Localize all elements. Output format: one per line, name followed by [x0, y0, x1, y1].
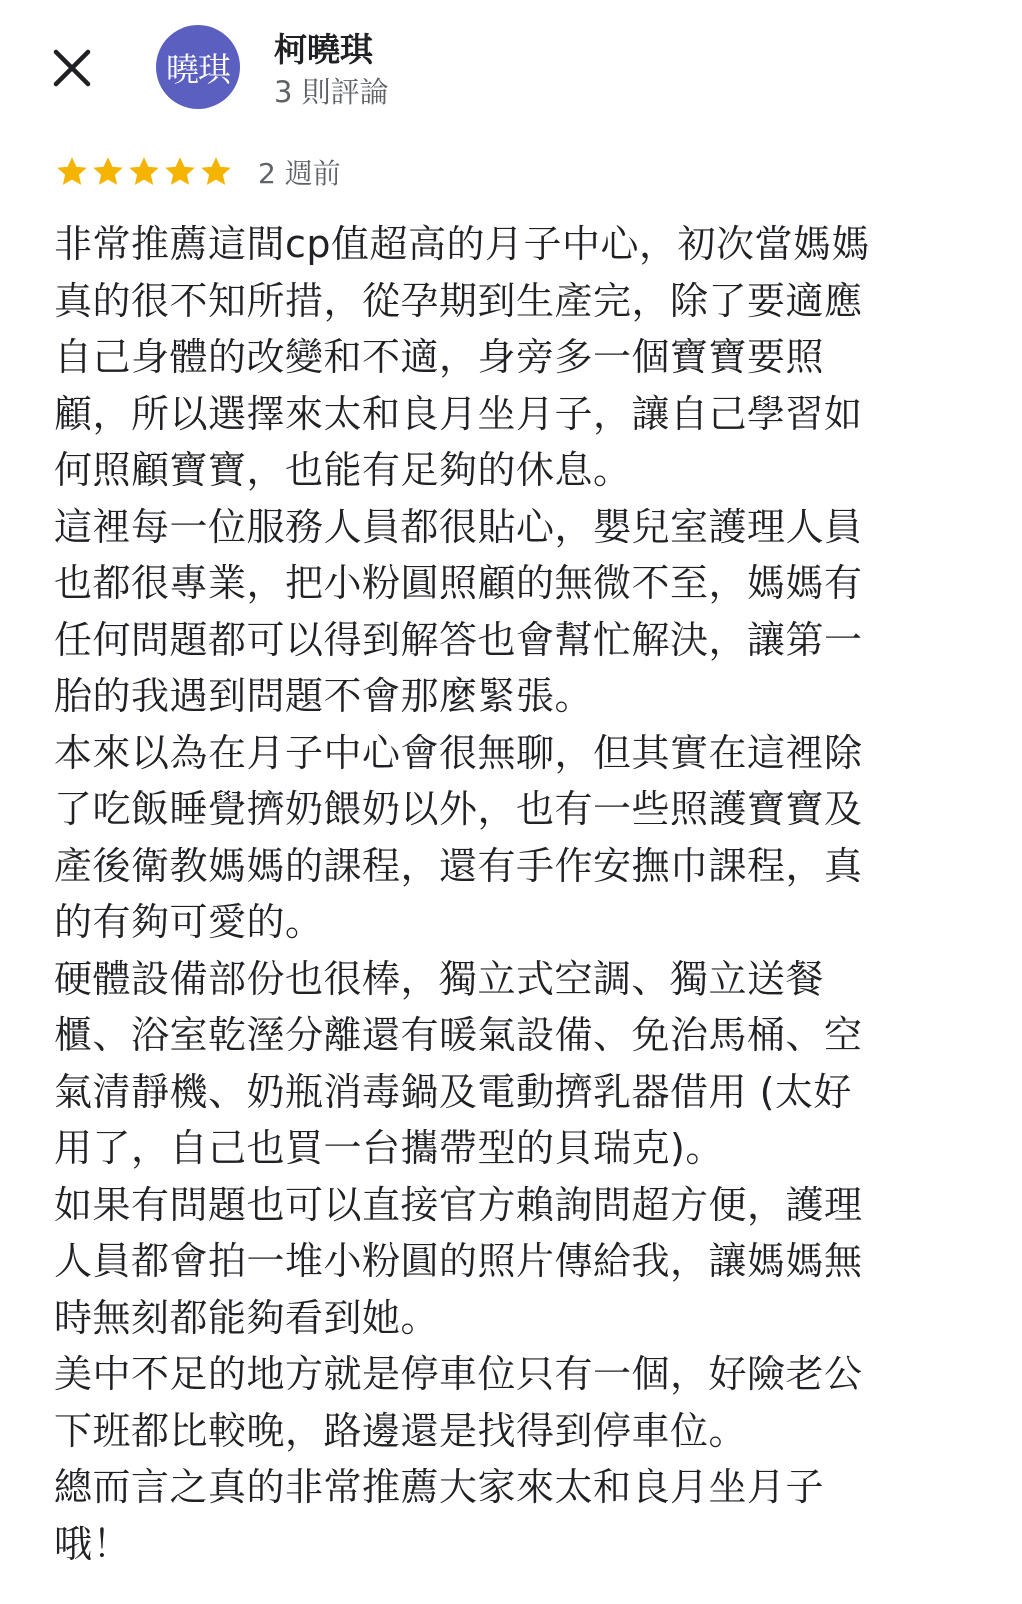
star-icon: [126, 154, 162, 190]
review-line: 時無刻都能夠看到她。: [54, 1295, 440, 1340]
review-line: 的有夠可愛的。: [54, 900, 324, 944]
review-line: 下班都比較晚，路邊還是找得到停車位。: [54, 1408, 748, 1453]
review-line: 如果有問題也可以直接官方賴詢問超方便，護理: [54, 1182, 863, 1227]
star-icon: [198, 154, 234, 190]
review-text: [54, 216, 954, 1572]
avatar-initials: 曉琪: [166, 49, 230, 89]
star-icon: [162, 154, 198, 190]
review-line: 櫃、浴室乾溼分離還有暖氣設備、免治馬桶、空: [54, 1013, 863, 1057]
review-line: 自己身體的改變和不適，身旁多一個寶寶要照: [54, 335, 825, 379]
rating-row: [54, 150, 341, 194]
review-count: 3 則評論: [274, 75, 389, 109]
review-time: 2 週前: [258, 157, 341, 190]
review-line: 非常推薦這間cp值超高的月子中心，初次當媽媽: [54, 222, 871, 266]
review-line: 本來以為在月子中心會很無聊，但其實在這裡除: [54, 730, 863, 775]
star-rating: [54, 154, 234, 190]
review-line: 人員都會拍一堆小粉圓的照片傳給我，讓媽媽無: [54, 1239, 863, 1283]
review-line: 哦！: [54, 1521, 132, 1566]
close-button[interactable]: [44, 40, 100, 96]
review-line: 美中不足的地方就是停車位只有一個，好險老公: [54, 1352, 863, 1396]
review-line: 何照顧寶寶，也能有足夠的休息。: [54, 448, 632, 492]
star-icon: [54, 154, 90, 190]
close-icon: [52, 48, 92, 88]
review-line: 這裡每一位服務人員都很貼心，嬰兒室護理人員: [54, 504, 863, 549]
review-line: 任何問題都可以得到解答也會幫忙解決，讓第一: [54, 617, 863, 662]
review-line: 也都很專業，把小粉圓照顧的無微不至，媽媽有: [54, 561, 863, 605]
review-line: 氣清靜機、奶瓶消毒鍋及電動擠乳器借用 (太好: [54, 1069, 852, 1114]
review-line: 了吃飯睡覺擠奶餵奶以外，也有一些照護寶寶及: [54, 787, 863, 831]
review-line: 顧，所以選擇來太和良月坐月子，讓自己學習如: [54, 391, 863, 436]
review-line: 產後衛教媽媽的課程，還有手作安撫巾課程，真: [54, 843, 863, 888]
review-line: 硬體設備部份也很棒，獨立式空調、獨立送餐: [54, 956, 825, 1001]
reviewer-name[interactable]: 柯曉琪: [274, 30, 373, 69]
avatar[interactable]: [156, 25, 240, 109]
review-line: 用了，自己也買一台攜帶型的貝瑞克)。: [54, 1126, 724, 1170]
review-line: 胎的我遇到問題不會那麼緊張。: [54, 674, 594, 718]
review-header: [0, 0, 1022, 130]
review-line: 總而言之真的非常推薦大家來太和良月坐月子: [54, 1465, 825, 1509]
review-line: 真的很不知所措，從孕期到生產完，除了要適應: [54, 278, 863, 323]
star-icon: [90, 154, 126, 190]
